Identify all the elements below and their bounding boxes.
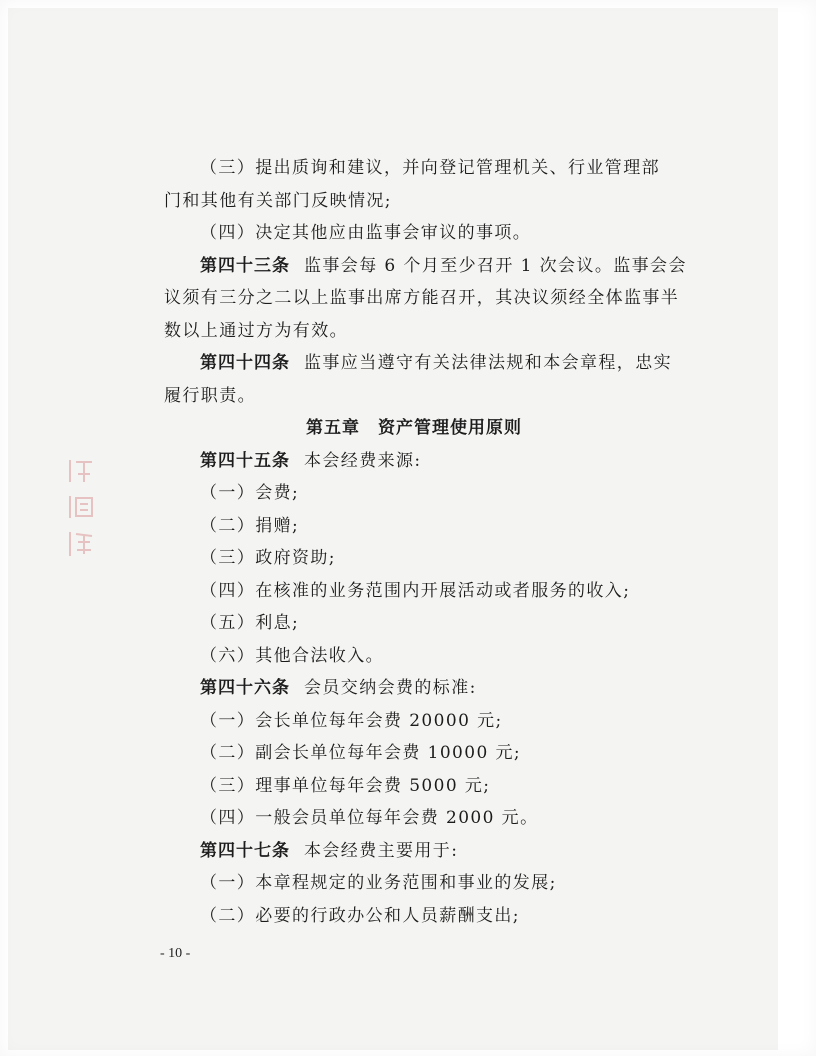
article-number: 第四十六条 (200, 678, 290, 698)
article-line (164, 445, 664, 478)
text-line: （五）利息; (200, 613, 300, 633)
article-number: 第四十四条 (200, 353, 290, 373)
article-number: 第四十三条 (200, 255, 290, 276)
text-line: 数以上通过方为有效。 (164, 320, 348, 341)
text-line: （六）其他合法收入。 (200, 645, 384, 666)
article-text: 本会经费来源: (304, 450, 422, 471)
text-line: （二）必要的行政办公和人员薪酬支出; (200, 905, 520, 926)
text-line: （三）政府资助; (200, 548, 336, 568)
article-text: 监事会每 6 个月至少召开 1 次会议。监事会会 (304, 255, 687, 276)
seal-stamp-fragment (64, 452, 100, 562)
article-line (164, 347, 672, 380)
text-line: （四）一般会员单位每年会费 2000 元。 (200, 808, 539, 828)
article-line (164, 835, 664, 868)
article-number: 第四十五条 (200, 450, 290, 471)
text-line: 履行职责。 (164, 385, 256, 406)
text-line: （二）捐赠; (200, 515, 300, 536)
article-text: 监事应当遵守有关法律法规和本会章程，忠实 (304, 353, 672, 373)
article-line (164, 250, 687, 283)
text-line: （二）副会长单位每年会费 10000 元; (200, 743, 522, 763)
text-line: 门和其他有关部门反映情况; (164, 190, 392, 211)
text-line: （三）提出质询和建议，并向登记管理机关、行业管理部 (200, 158, 660, 178)
article-text: 本会经费主要用于: (304, 840, 459, 861)
text-line: （一）会费; (200, 483, 300, 503)
text-line: 议须有三分之二以上监事出席方能召开，其决议须经全体监事半 (164, 288, 680, 308)
text-line: （一）会长单位每年会费 20000 元; (200, 710, 503, 731)
text-line: （三）理事单位每年会费 5000 元; (200, 775, 491, 796)
document-body (164, 152, 687, 932)
text-line: （四）在核准的业务范围内开展活动或者服务的收入; (200, 580, 631, 601)
text-line: （四）决定其他应由监事会审议的事项。 (200, 223, 532, 243)
article-line (164, 672, 664, 705)
article-text: 会员交纳会费的标准: (304, 678, 477, 698)
chapter-heading: 第五章 资产管理使用原则 (306, 418, 522, 438)
text-line: （一）本章程规定的业务范围和事业的发展; (200, 873, 557, 893)
article-number: 第四十七条 (200, 840, 290, 861)
page-number: - 10 - (160, 946, 191, 961)
